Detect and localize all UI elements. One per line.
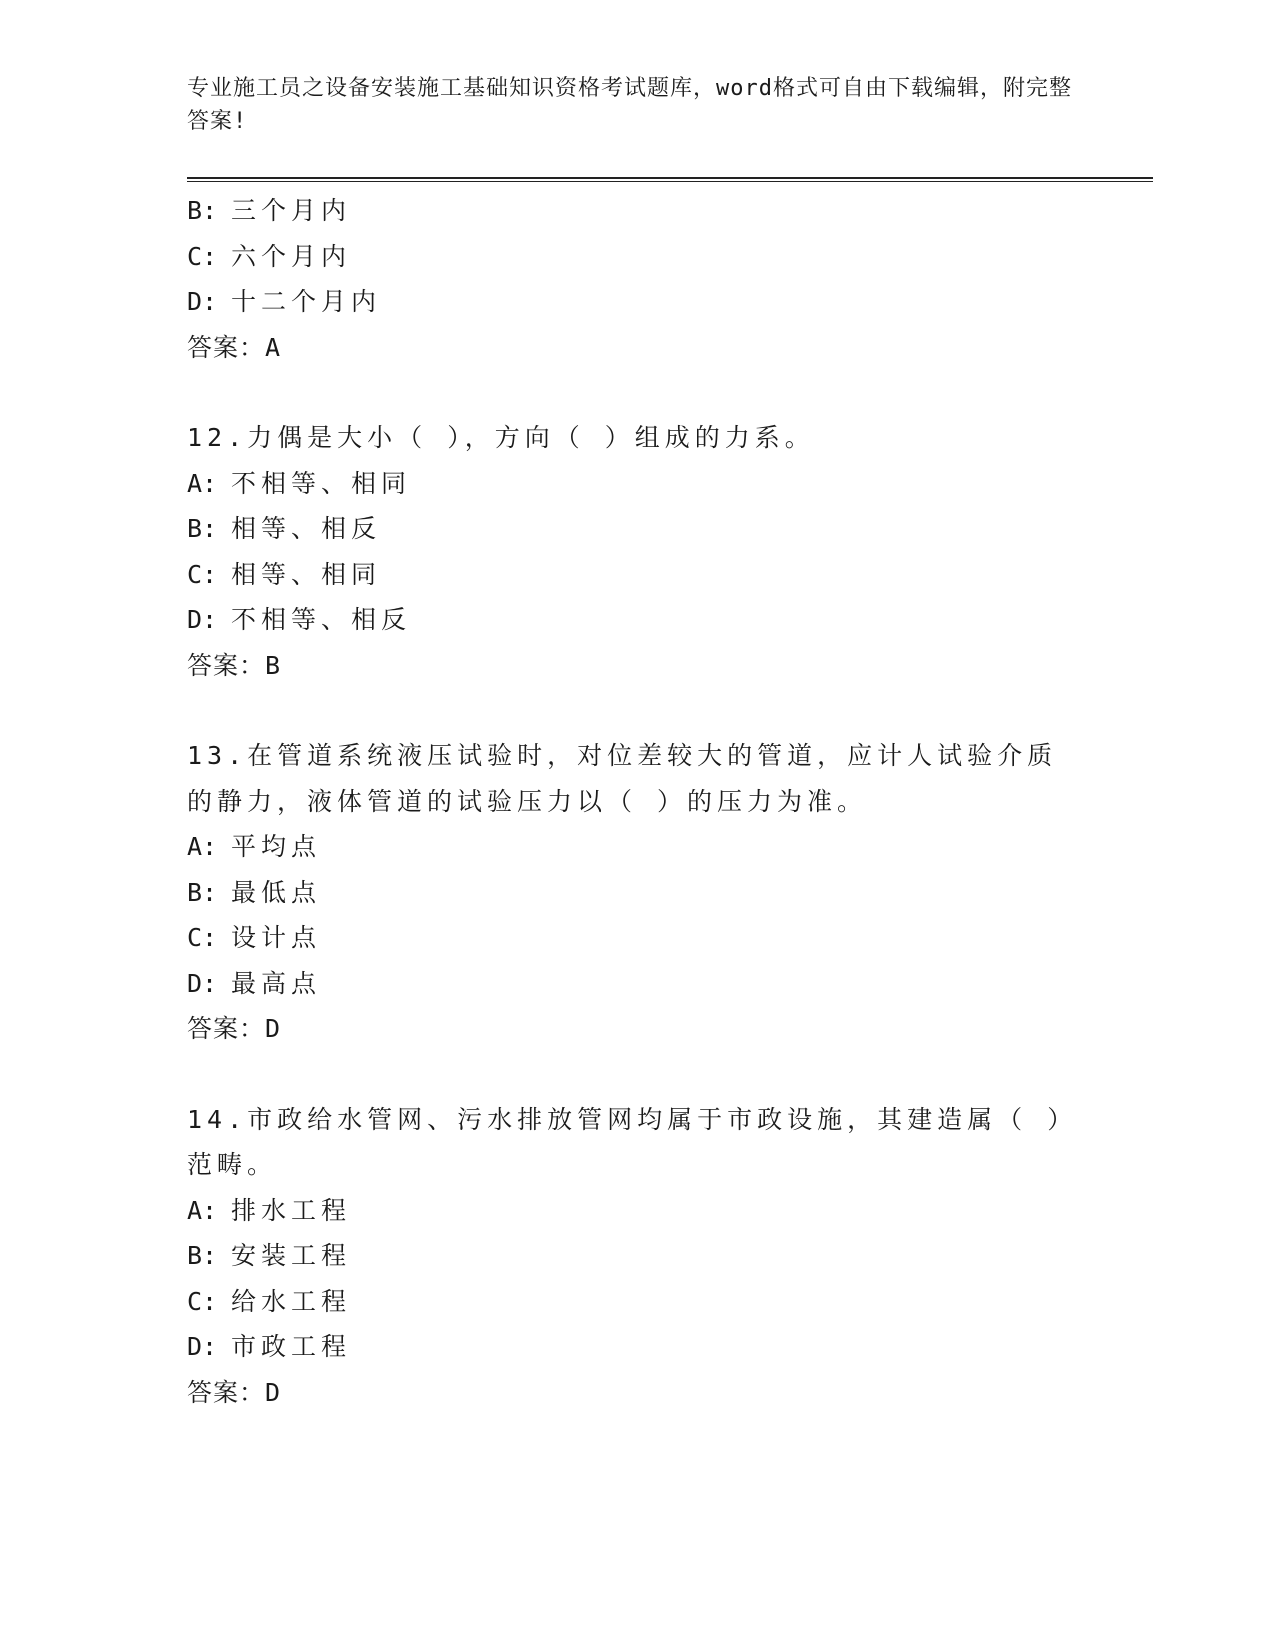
- answer-line: 答案：A: [187, 332, 282, 362]
- option-b: B: 相等、相反: [187, 514, 382, 543]
- document-header: 专业施工员之设备安装施工基础知识资格考试题库，word格式可自由下载编辑，附完整答案!: [187, 76, 1072, 134]
- option-a: A: 不相等、相同: [187, 468, 412, 498]
- option-c: C: 给水工程: [187, 1286, 352, 1316]
- option-d: D: 不相等、相反: [187, 605, 412, 634]
- question-13: [187, 733, 1087, 1052]
- option-b: B: 最低点: [187, 877, 322, 907]
- option-c: C: 设计点: [187, 923, 322, 952]
- option-c: C: 六个月内: [187, 241, 352, 271]
- option-a: A: 排水工程: [187, 1195, 352, 1225]
- option-b: B: 三个月内: [187, 196, 352, 225]
- answer-line: 答案：D: [187, 1014, 282, 1043]
- option-c: C: 相等、相同: [187, 559, 382, 589]
- document-body: [187, 188, 1087, 1415]
- question-stem: 13.在管道系统液压试验时，对位差较大的管道，应计人试验介质的静力，液体管道的试验压力以（ ）的压力为准。: [187, 741, 1058, 816]
- question-stem: 14.市政给水管网、污水排放管网均属于市政设施，其建造属（ ）范畴。: [187, 1104, 1078, 1179]
- option-d: D: 十二个月内: [187, 287, 382, 316]
- question-11-tail: [187, 188, 1087, 370]
- option-d: D: 市政工程: [187, 1332, 352, 1361]
- option-b: B: 安装工程: [187, 1241, 352, 1270]
- question-stem: 12.力偶是大小（ ），方向（ ）组成的力系。: [187, 423, 815, 452]
- question-14: [187, 1097, 1087, 1416]
- answer-line: 答案：B: [187, 650, 282, 680]
- option-d: D: 最高点: [187, 968, 322, 998]
- option-a: A: 平均点: [187, 832, 322, 861]
- answer-line: 答案：D: [187, 1377, 282, 1407]
- header-divider: [187, 177, 1153, 182]
- question-12: [187, 415, 1087, 688]
